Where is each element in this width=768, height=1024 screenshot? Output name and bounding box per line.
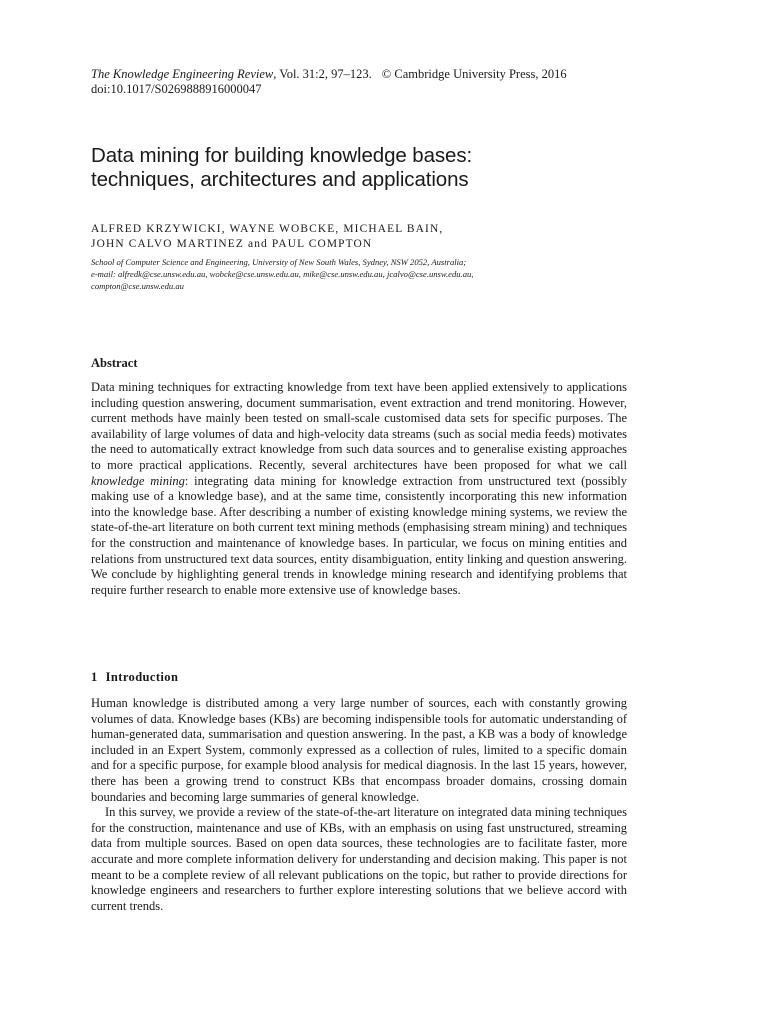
introduction-heading	[91, 670, 178, 685]
affiliation-line-2: e-mail: alfredk@cse.unsw.edu.au, wobcke@cse.unsw.edu.au, mike@cse.unsw.edu.au, jcalvo@cse.unsw.edu.au,	[91, 269, 474, 279]
journal-volume: , Vol. 31:2, 97–123.	[273, 67, 372, 81]
journal-doi: doi:10.1017/S0269888916000047	[91, 82, 262, 96]
journal-name: The Knowledge Engineering Review	[91, 67, 274, 81]
affiliation-line-3: compton@cse.unsw.edu.au	[91, 281, 184, 291]
journal-copyright: © Cambridge University Press, 2016	[381, 67, 567, 81]
abstract-paragraph	[91, 380, 627, 598]
paper-title	[91, 144, 631, 192]
abstract-text-after: : integrating data mining for knowledge extraction from unstructured text (possibly making use of a knowledge base), and at the same time, consistently incorporating this new information into the knowledge base. After describing a number of existing knowledge mining systems, we review the state-of-the-art literature on both current text mining methods (emphasising stream mining) and techniques for the construction and maintenance of knowledge bases. In particular, we focus on mining entities and relations from unstructured text data sources, entity disambiguation, entity linking and question answering. We conclude by highlighting general trends in knowledge mining research and identifying problems that require further research to enable more extensive use of knowledge bases.	[91, 473, 627, 597]
paper-title-line-1: Data mining for building knowledge bases:	[91, 144, 473, 167]
abstract-section	[91, 380, 627, 598]
intro-paragraph-2: In this survey, we provide a review of the state-of-the-art literature on integrated data mining techniques for the construction, maintenance and use of KBs, with an emphasis on using fast unstructured, streaming data from multiple sources. Based on open data sources, these technologies are to facilitate faster, more accurate and more complete information delivery for understanding and decision making. This paper is not meant to be a complete review of all relevant publications on the topic, but rather to provide directions for knowledge engineers and researchers to further explore interesting solutions that we believe accord with current trends.	[91, 805, 627, 913]
author-affiliation	[91, 256, 631, 292]
intro-paragraph-1: Human knowledge is distributed among a very large number of sources, each with constantly growing volumes of data. Knowledge bases (KBs) are becoming indispensible tools for automatic understanding of human-generated data, summarisation and question answering. In the past, a KB was a body of knowledge included in an Expert System, commonly expressed as a collection of rules, limited to a specific domain and for a specific purpose, for example blood analysis for medical diagnosis. In the last 15 years, however, there has been a growing trend to construct KBs that encompass broader domains, crossing domain boundaries and becoming large summaries of general knowledge.	[91, 696, 627, 804]
journal-header	[91, 67, 631, 97]
paper-title-line-2: techniques, architectures and applications	[91, 168, 469, 191]
journal-citation-line	[91, 67, 631, 82]
section-title: Introduction	[105, 670, 179, 684]
introduction-section	[91, 696, 627, 914]
abstract-text-before: Data mining techniques for extracting knowledge from text have been applied extensively to applications including question answering, document summarisation, event extraction and trend monitoring. However, current methods have mainly been tested on small-scale customised data sets for specific purposes. The availability of large volumes of data and high-velocity data streams (such as social media feeds) motivates the need to automatically extract knowledge from such data sources and to generalise existing approaches to more practical applications. Recently, several architectures have been proposed for what we call	[91, 380, 627, 472]
author-line-1: ALFRED KRZYWICKI, WAYNE WOBCKE, MICHAEL BAIN,	[91, 223, 444, 235]
section-number: 1	[91, 670, 98, 684]
abstract-heading: Abstract	[91, 356, 138, 370]
author-line-2: JOHN CALVO MARTINEZ and PAUL COMPTON	[91, 237, 373, 250]
abstract-emphasis: knowledge mining	[91, 473, 185, 488]
author-list	[91, 222, 631, 251]
affiliation-line-1: School of Computer Science and Engineering, University of New South Wales, Sydney, NSW 2052, Australia;	[91, 257, 467, 267]
